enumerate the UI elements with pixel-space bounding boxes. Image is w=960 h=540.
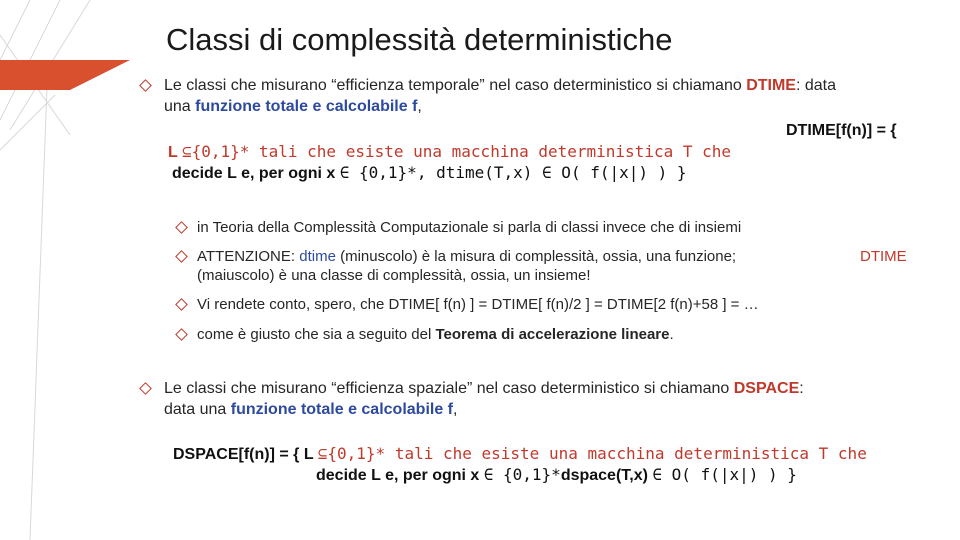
sub-bullet-classes: in Teoria della Complessità Computazionale si parla di classi invece che di insiemi (197, 219, 742, 236)
sub-bullet-attention-dtime: DTIME (860, 248, 907, 265)
bullet-dtime-intro-line2: una funzione totale e calcolabile f, (164, 98, 422, 115)
linear-speedup-theorem: Teorema di accelerazione lineare (435, 326, 670, 343)
sub-bullet-attention-line2: (maiuscolo) è una classe di complessità, ossia, un insieme! (197, 267, 591, 284)
dspace-term: DSPACE (733, 380, 800, 397)
dtime-term: DTIME (746, 77, 796, 94)
dspace-definition-line1: DSPACE[f(n)] = { L ⊆{0,1}* tali che esiste una macchina deterministica T che (173, 444, 867, 463)
slide-ornament (0, 0, 140, 540)
bullet-dtime-intro: Le classi che misurano “efficienza temporale” nel caso deterministico si chiamano DTIME: data (164, 77, 837, 94)
slide-title: Classi di complessità deterministiche (166, 22, 673, 57)
diamond-bullet-icon (175, 250, 188, 263)
dtime-definition-head: DTIME[f(n)] = { (786, 122, 897, 139)
diamond-bullet-icon (175, 221, 188, 234)
bullet-dspace-intro-line2: data una funzione totale e calcolabile f, (164, 401, 458, 418)
dtime-definition-line1: L ⊆{0,1}* tali che esiste una macchina deterministica T che (168, 142, 732, 161)
diamond-bullet-icon (175, 328, 188, 341)
dtime-lowercase: dtime (299, 248, 336, 265)
sub-bullet-theorem: come è giusto che sia a seguito del Teorema di accelerazione lineare. (197, 326, 674, 343)
total-computable-f: funzione totale e calcolabile f (230, 401, 453, 418)
diamond-bullet-icon (139, 79, 152, 92)
dtime-definition-line2: decide L e, per ogni x ∈ {0,1}*, dtime(T,x) ∈ O( f(|x|) ) } (172, 163, 687, 182)
total-computable-f: funzione totale e calcolabile f (195, 98, 418, 115)
bullet-dspace-intro: Le classi che misurano “efficienza spaziale” nel caso deterministico si chiamano DSPACE: (164, 380, 804, 397)
diamond-bullet-icon (175, 298, 188, 311)
diamond-bullet-icon (139, 382, 152, 395)
sub-bullet-equalities: Vi rendete conto, spero, che DTIME[ f(n) ] = DTIME[ f(n)/2 ] = DTIME[2 f(n)+58 ] = … (197, 296, 759, 313)
accent-bar (0, 60, 70, 90)
dspace-definition-line2: decide L e, per ogni x ∈ {0,1}*dspace(T,x) ∈ O( f(|x|) ) } (316, 465, 797, 484)
sub-bullet-attention: ATTENZIONE: dtime (minuscolo) è la misura di complessità, ossia, una funzione; (197, 248, 737, 265)
